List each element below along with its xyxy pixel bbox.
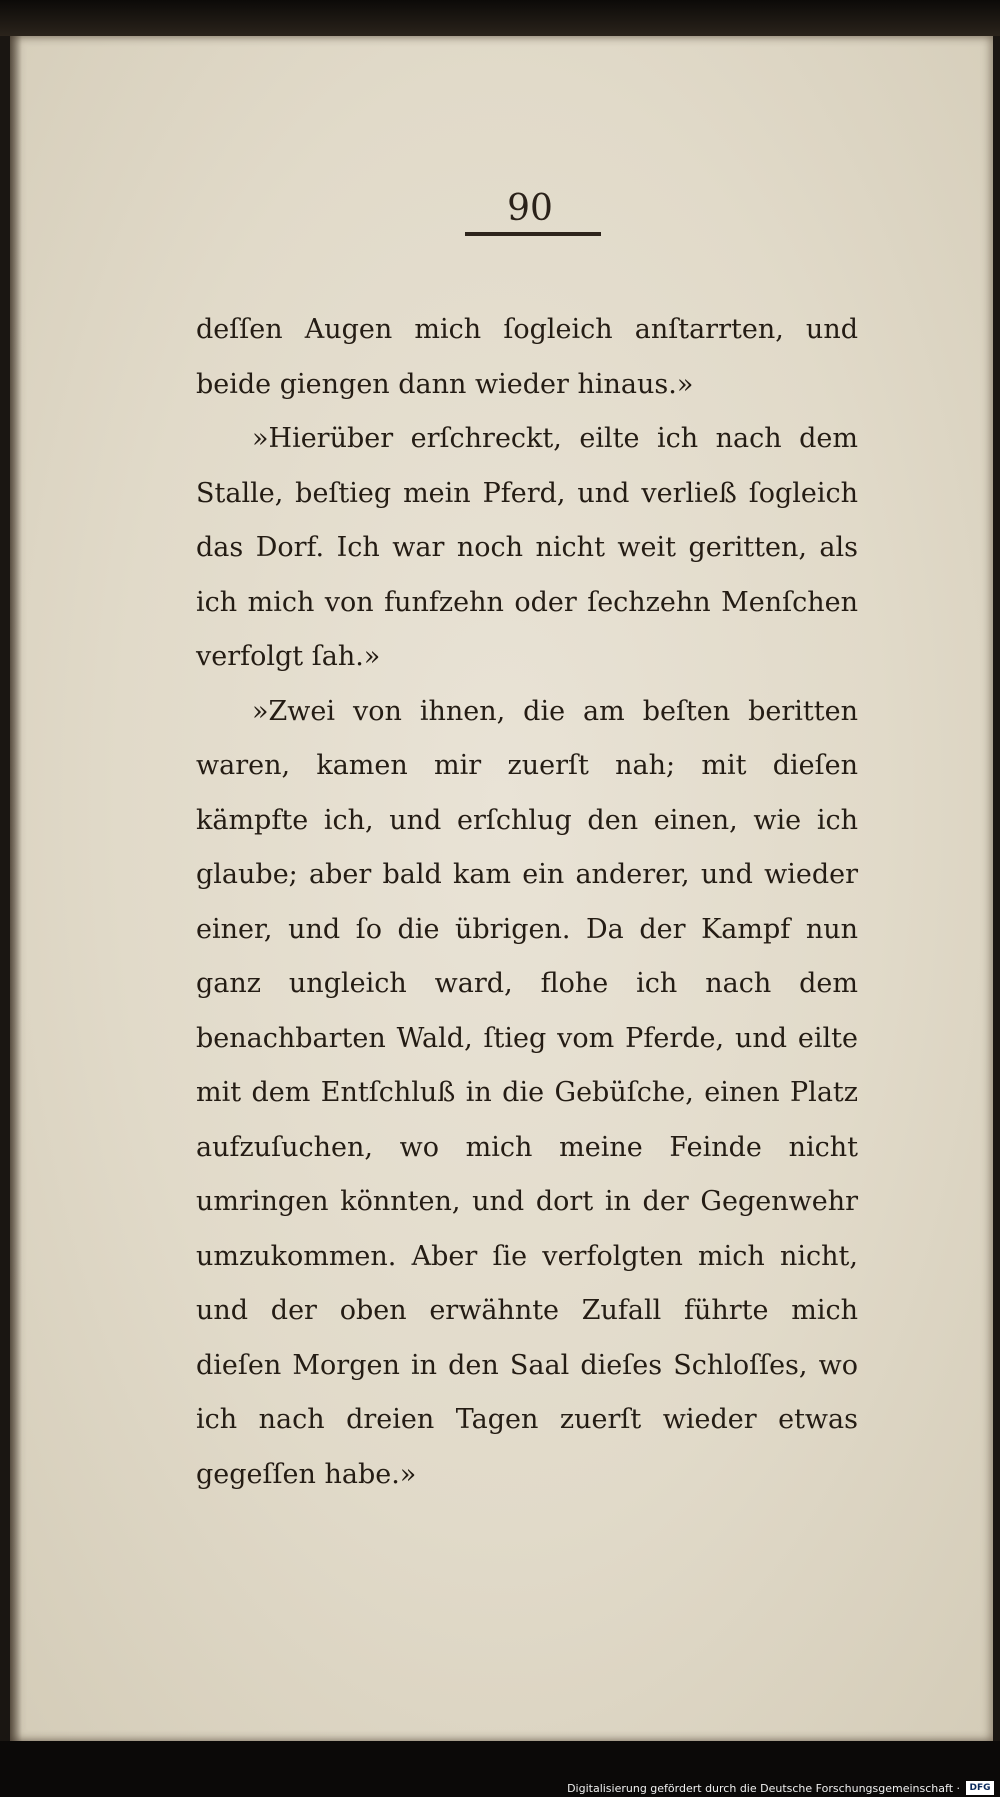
header-rule [465,232,601,236]
paragraph-3: »Zwei von ihnen, die am beſten beritten waren, kamen mir zuerſt nah; mit dieſen kämpfte ich, und erſchlug den einen, wie ich glaube; aber bald kam ein anderer, und wieder einer, und ſo die übrigen. Da der Kampf nun ganz ungleich ward, flohe ich nach dem benachbarten Wald, ſtieg vom Pferde, und eilte mit dem Entſchluß in die Gebüſche, einen Platz aufzuſuchen, wo mich meine Feinde nicht umringen könnten, und dort in der Gegenwehr umzukommen. Aber ſie verfolgten mich nicht, und der oben erwähnte Zufall führte mich dieſen Morgen in den Saal dieſes Schloſſes, wo ich nach dreien Tagen zuerſt wieder etwas gegeſſen habe.» [196,695,858,1490]
dfg-logo: DFG [966,1781,994,1795]
paragraph-2: »Hierüber erſchreckt, eilte ich nach dem Stalle, beſtieg mein Pferd, und verließ ſogleich das Dorf. Ich war noch nicht weit geritten, als ich mich von funfzehn oder ſechzehn Menſchen verfolgt ſah.» [196,423,858,672]
page-number: 90 [507,188,553,229]
footer-bar [0,1741,1000,1797]
paragraph-1: deſſen Augen mich ſogleich anſtarrten, und beide giengen dann wieder hinaus.» [196,314,858,400]
spine-shadow [10,36,22,1741]
digitization-credit: Digitalisierung gefördert durch die Deutsche Forschungsgemeinschaft · [567,1782,960,1795]
scan-top-edge [0,0,1000,36]
page-text [196,303,858,1502]
